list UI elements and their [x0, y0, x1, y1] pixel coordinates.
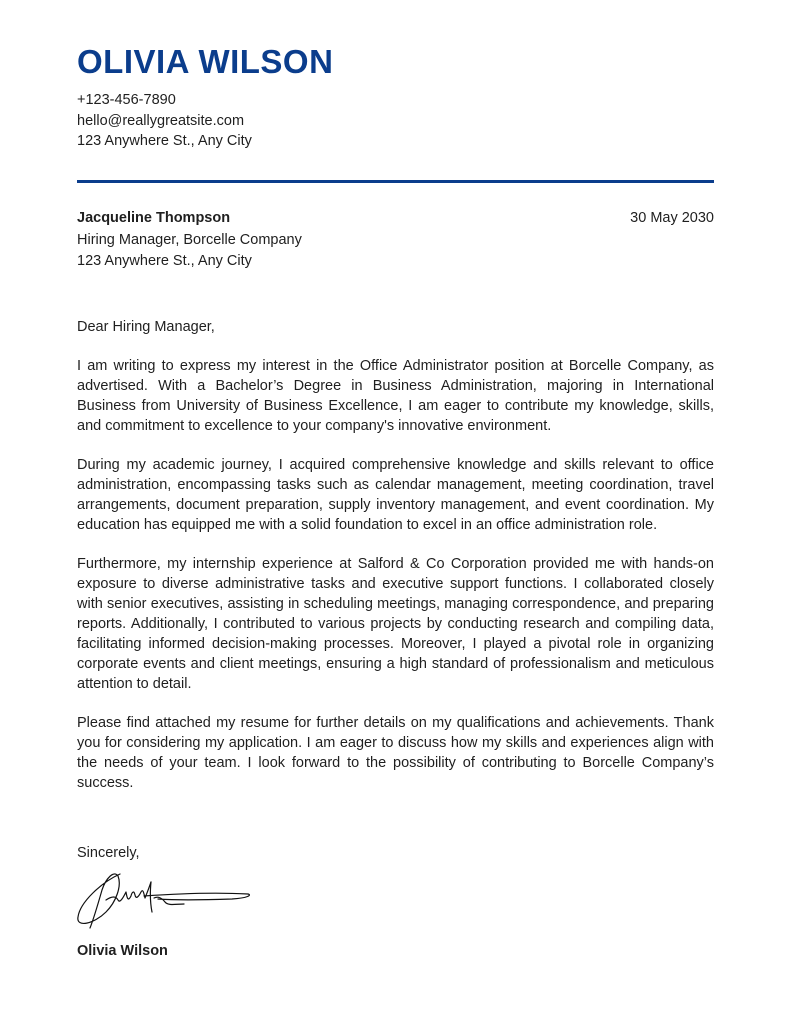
sender-email: hello@reallygreatsite.com: [77, 112, 245, 129]
signature-image: [72, 862, 252, 932]
signer-name: Olivia Wilson: [77, 943, 168, 959]
letter-body: [77, 317, 714, 812]
paragraph-2: During my academic journey, I acquired comprehensive knowledge and skills relevant to office administration, encompassing tasks such as calendar management, meeting coordination, travel arrangements, document preparation, supply inventory management, and event coordination. My education has equipped me with a solid foundation to excel in an office administration role.: [77, 457, 714, 533]
sender-contact: [77, 90, 252, 152]
paragraph-3: Furthermore, my internship experience at Salford & Co Corporation provided me with hands-on exposure to diverse administrative tasks and executive support functions. I collaborated closely with senior executives, assisting in scheduling meetings, managing correspondence, and preparing reports. Additionally, I contributed to various projects by conducting research and compiling data, facilitating informed decision-making processes. Moreover, I played a pivotal role in organizing corporate events and client meetings, ensuring a high standard of professionalism and meticulous attention to detail.: [77, 556, 714, 692]
letter-date: 30 May 2030: [630, 210, 714, 226]
sender-address: 123 Anywhere St., Any City: [77, 133, 252, 149]
paragraph-4: Please find attached my resume for further details on my qualifications and achievements. Thank you for considering my application. I am eager to discuss how my skills and experiences align with the needs of your team. I look forward to the possibility of contributing to Borcelle Company’s success.: [77, 715, 714, 791]
recipient-block: [77, 208, 302, 273]
header-divider: [77, 180, 714, 183]
recipient-title: Hiring Manager, Borcelle Company: [77, 231, 302, 248]
salutation: Dear Hiring Manager,: [77, 319, 215, 335]
paragraph-1: I am writing to express my interest in the Office Administrator position at Borcelle Company, as advertised. With a Bachelor’s Degree in Business Administration, majoring in International Business from University of Business Excellence, I am eager to contribute my knowledge, skills, and commitment to excellence to your company's innovative environment.: [77, 358, 714, 434]
sender-phone: +123-456-7890: [77, 92, 176, 108]
recipient-name: Jacqueline Thompson: [77, 210, 231, 226]
sender-name: OLIVIA WILSON: [77, 43, 334, 80]
closing: Sincerely,: [77, 845, 140, 861]
recipient-address: 123 Anywhere St., Any City: [77, 253, 252, 269]
